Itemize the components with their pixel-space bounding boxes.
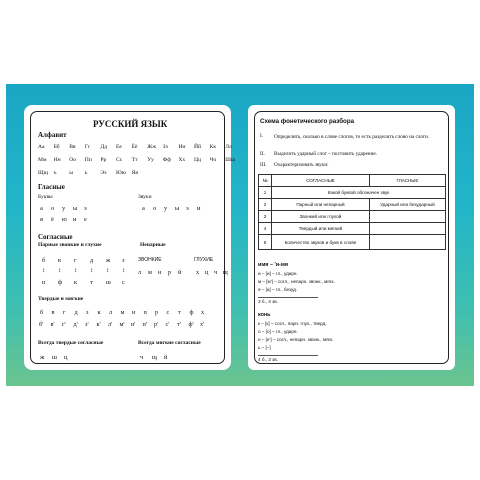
- pair-arrow: ↕: [122, 267, 126, 274]
- vowel-letter: а: [40, 205, 43, 212]
- alphabet-letter: Нн: [53, 157, 61, 163]
- vowel-sound: и: [197, 205, 201, 212]
- vowel-letters-label: Буквы: [38, 194, 53, 200]
- step-2-text: Выделить ударный слог – поставить ударение.: [274, 151, 377, 157]
- vowel-sound: о: [153, 205, 157, 212]
- alphabet-letter: Гг: [84, 144, 91, 150]
- table-cell-num: 4: [259, 223, 272, 235]
- alphabet-letter: Юю: [116, 170, 126, 176]
- hard-consonant: р: [155, 309, 159, 316]
- always-hard-letter: ц: [64, 354, 68, 361]
- vowels-heading: Гласные: [38, 183, 65, 191]
- hard-consonant: ф: [189, 309, 194, 316]
- step-2-num: II.: [260, 151, 265, 157]
- vowel-letter: е: [84, 216, 87, 223]
- unpaired-voiceless-letter: ч: [214, 269, 218, 276]
- alphabet-letter: ы: [69, 170, 73, 176]
- soft-consonant: н': [131, 321, 136, 328]
- example-1-line: м – [м'] – согл., непарн. звонк., мягк.: [258, 279, 335, 284]
- alphabet-letter: Фф: [162, 157, 171, 163]
- soft-consonant: б': [39, 321, 44, 328]
- example-1-word: имя – 'и-мя: [258, 262, 288, 268]
- unpaired-voiced-letter: н: [158, 269, 162, 276]
- vowel-letter: у: [62, 205, 66, 212]
- soft-consonant: м': [119, 321, 125, 328]
- paired-voiced-letter: в: [58, 257, 61, 264]
- alphabet-letter: Жж: [147, 144, 157, 150]
- soft-consonant: в': [50, 321, 55, 328]
- paired-voiceless-letter: к: [74, 279, 78, 286]
- vowel-letter: о: [51, 205, 55, 212]
- always-soft-letter: ч: [140, 354, 144, 361]
- alphabet-letter: Сс: [116, 157, 123, 163]
- example-2-word: конь: [258, 312, 271, 318]
- pair-arrow: ↕: [90, 267, 94, 274]
- example-1-line: и – [и] – гл., ударн.: [258, 271, 298, 276]
- hard-consonant: п: [143, 309, 147, 316]
- hard-consonant: с: [166, 309, 170, 316]
- always-soft-letter: щ: [152, 354, 157, 361]
- soft-consonant: п': [142, 321, 147, 328]
- vowel-letter: ы: [73, 205, 78, 212]
- voiceless-label: ГЛУХИЕ: [194, 257, 214, 263]
- alphabet-letter: Пп: [84, 157, 92, 163]
- right-page-title: Схема фонетического разбора: [260, 118, 355, 125]
- table-cell-num: 2: [259, 199, 272, 211]
- example-2-line: о – [о] – гл., ударн.: [258, 329, 298, 334]
- hard-consonant: к: [97, 309, 101, 316]
- hard-consonant: в: [51, 309, 55, 316]
- table-row: [259, 199, 446, 211]
- hard-consonant: х: [201, 309, 205, 316]
- table-cell-vowel: [369, 211, 445, 223]
- pair-arrow: ↕: [42, 267, 46, 274]
- hard-consonant: т: [178, 309, 181, 316]
- paired-voiced-letter: ж: [106, 257, 111, 264]
- alphabet-letter: Мм: [38, 157, 47, 163]
- hard-consonant: з: [86, 309, 89, 316]
- alphabet-letter: Ээ: [100, 170, 107, 176]
- step-3-text: Охарактеризовать звуки:: [274, 162, 329, 168]
- example-1-summary: 3 б., 3 зв.: [258, 299, 278, 304]
- table-header-vowels: ГЛАСНЫЕ: [369, 175, 445, 187]
- vowel-letter: я: [40, 216, 43, 223]
- alphabet-letter: Ии: [178, 144, 186, 150]
- hard-consonant: б: [40, 309, 44, 316]
- hard-soft-heading: Твердые и мягкие: [38, 296, 84, 302]
- always-hard-letter: ш: [52, 354, 57, 361]
- alphabet-letter: Вв: [69, 144, 76, 150]
- soft-consonant: х': [200, 321, 205, 328]
- paired-voiceless-letter: с: [122, 279, 125, 286]
- soft-consonant: т': [177, 321, 181, 328]
- always-soft-letter: й: [164, 354, 168, 361]
- paired-voiceless-letter: п: [42, 279, 46, 286]
- pair-arrow: ↕: [74, 267, 78, 274]
- example-1-line: я – [а] – гл., безуд.: [258, 287, 298, 292]
- vowel-sound: а: [142, 205, 145, 212]
- table-cell-consonant: Твердый или мягкий: [272, 223, 370, 235]
- always-hard-label: Всегда твердые согласные: [38, 340, 104, 346]
- table-header-consonants: СОГЛАСНЫЕ: [272, 175, 370, 187]
- alphabet-letter: Тт: [131, 157, 138, 163]
- paired-voiced-letter: д: [90, 257, 94, 264]
- hard-consonant: д: [74, 309, 78, 316]
- vowel-sound: ы: [175, 205, 180, 212]
- alphabet-letter: Бб: [53, 144, 60, 150]
- table-row: [259, 187, 446, 199]
- alphabet-letter: Зз: [162, 144, 168, 150]
- paired-voiced-letter: з: [122, 257, 125, 264]
- unpaired-voiceless-letter: щ: [223, 269, 228, 276]
- voiced-label: ЗВОНКИЕ: [138, 257, 162, 263]
- table-cell-consonant: Звонкий или глухой: [272, 211, 370, 223]
- alphabet-letter: Яя: [131, 170, 138, 176]
- paired-voiceless-letter: т: [90, 279, 93, 286]
- soft-consonant: к': [96, 321, 101, 328]
- table-cell-vowel: Ударный или безударный: [369, 199, 445, 211]
- vowel-letter: и: [73, 216, 77, 223]
- hard-consonant: л: [109, 309, 113, 316]
- soft-consonant: с': [165, 321, 170, 328]
- soft-consonant: д': [73, 321, 78, 328]
- phonetic-table: [258, 174, 446, 250]
- paired-voiced-letter: б: [42, 257, 46, 264]
- alphabet-letter: Оо: [69, 157, 77, 163]
- alphabet-letter: Шш: [225, 157, 236, 163]
- alphabet-letter: Кк: [209, 144, 217, 150]
- alphabet-letter: Хх: [178, 157, 186, 163]
- vowel-sounds-label: Звуки: [138, 194, 152, 200]
- alphabet-letter: Аа: [38, 144, 45, 150]
- always-hard-letter: ж: [40, 354, 45, 361]
- table-cell-vowel: [369, 235, 445, 250]
- vowel-sound: у: [164, 205, 168, 212]
- hard-consonant: м: [120, 309, 125, 316]
- table-cell-num: 5: [259, 235, 272, 250]
- unpaired-voiceless-letter: ц: [205, 269, 209, 276]
- paired-voiceless-letter: ф: [58, 279, 63, 286]
- paired-voiceless-letter: ш: [106, 279, 111, 286]
- always-soft-label: Всегда мягкие согласные: [138, 340, 201, 346]
- alphabet-letter: Чч: [209, 157, 217, 163]
- soft-consonant: г': [62, 321, 66, 328]
- example-2-line: к – [к] – согл., парн. глух., тверд.: [258, 321, 327, 326]
- step-3-num: III.: [260, 162, 267, 168]
- hard-consonant: г: [63, 309, 66, 316]
- alphabet-letter: Йй: [194, 144, 202, 150]
- table-header-row: [259, 175, 446, 187]
- soft-consonant: л': [108, 321, 113, 328]
- example-1-divider: [258, 297, 318, 298]
- table-cell-consonant: Парный или непарный: [272, 199, 370, 211]
- vowel-sound: э: [186, 205, 189, 212]
- soft-consonant: р': [154, 321, 159, 328]
- table-header-num: №: [259, 175, 272, 187]
- alphabet-letter: Ее: [116, 144, 122, 150]
- left-page-title: РУССКИЙ ЯЗЫК: [93, 119, 168, 129]
- table-cell-consonant: Количество звуков и букв в слове: [272, 235, 370, 250]
- unpaired-voiced-letter: м: [148, 269, 152, 276]
- vowel-letter: ю: [62, 216, 67, 223]
- unpaired-voiced-letter: й: [178, 269, 182, 276]
- table-cell-merged: Какой буквой обозначен звук: [272, 187, 446, 199]
- consonants-heading: Согласные: [38, 233, 73, 241]
- hard-consonant: н: [132, 309, 136, 316]
- alphabet-letter: Уу: [147, 157, 154, 163]
- table-cell-vowel: [369, 223, 445, 235]
- unpaired-consonants-label: Непарные: [140, 242, 166, 248]
- table-cell-num: 1: [259, 187, 272, 199]
- example-2-line: н – [н'] – согл., непарн. звонк., мягк.: [258, 337, 334, 342]
- table-row: [259, 235, 446, 250]
- paired-consonants-label: Парные звонкие и глухие: [38, 242, 102, 248]
- vowel-letter: ё: [51, 216, 54, 223]
- alphabet-heading: Алфавит: [38, 131, 67, 139]
- alphabet-letter: Ёё: [131, 144, 138, 150]
- unpaired-voiced-letter: р: [168, 269, 172, 276]
- table-row: [259, 223, 446, 235]
- alphabet-letter: ъ: [53, 170, 57, 176]
- unpaired-voiceless-letter: х: [196, 269, 200, 276]
- example-2-divider: [258, 355, 318, 356]
- unpaired-voiced-letter: л: [138, 269, 142, 276]
- pair-arrow: ↕: [58, 267, 62, 274]
- alphabet-letter: Лл: [225, 144, 232, 150]
- alphabet-letter: Рр: [100, 157, 107, 163]
- step-1-num: I.: [260, 133, 264, 139]
- soft-consonant: ф': [188, 321, 194, 328]
- table-cell-num: 3: [259, 211, 272, 223]
- table-row: [259, 211, 446, 223]
- pair-arrow: ↕: [106, 267, 110, 274]
- vowel-letter: э: [84, 205, 87, 212]
- alphabet-letter: ь: [84, 170, 88, 176]
- alphabet-letter: Дд: [100, 144, 108, 150]
- alphabet-letter: Щщ: [38, 170, 48, 176]
- example-2-line: ь – [–]: [258, 345, 271, 350]
- paired-voiced-letter: г: [74, 257, 77, 264]
- step-1-text: Определить, сколько в слове слогов, то есть разделить слово на слоги.: [274, 134, 430, 140]
- alphabet-letter: Цц: [194, 157, 202, 163]
- example-2-summary: 4 б., 3 зв.: [258, 357, 278, 362]
- soft-consonant: з': [85, 321, 89, 328]
